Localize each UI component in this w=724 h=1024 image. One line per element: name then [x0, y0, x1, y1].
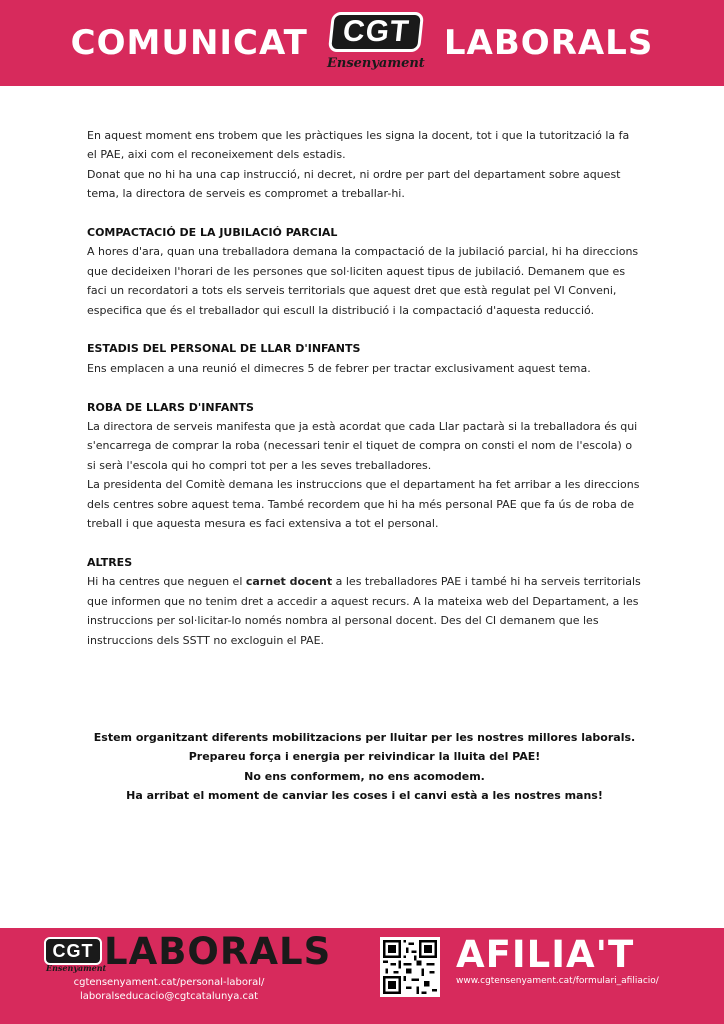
cgt-logo-subtext: Ensenyament: [326, 56, 425, 71]
section-paragraph: Ens emplacen a una reunió el dimecres 5 de febrer per tractar exclusivament aquest tema.: [87, 361, 591, 375]
section-title: COMPACTACIÓ DE LA JUBILACIÓ PARCIAL: [87, 226, 338, 240]
section-paragraph: [87, 572, 642, 650]
section-title: ESTADIS DEL PERSONAL DE LLAR D'INFANTS: [87, 342, 361, 356]
section-altres: [87, 553, 642, 650]
section-paragraph: La directora de serveis manifesta que ja està acordat que cada Llar pactarà si la treballadora és qui s'encarrega de comprar la roba (necessari tenir el tiquet de compra on consti el nom de l'escola) o si serà l'escola qui ho compri tot per a les seves treballadores.: [87, 420, 638, 472]
closing-line-4: Ha arribat el moment de canviar les coses i el canvi està a les nostres mans!: [126, 789, 603, 803]
footer-link-personal-laboral[interactable]: cgtensenyament.cat/personal-laboral/: [73, 977, 265, 988]
closing-line-2: Prepareu força i energia per reivindicar la lluita del PAE!: [188, 750, 541, 764]
footer-afiliat-cta[interactable]: AFILIA'T: [456, 933, 635, 976]
header-laborals: LABORALS: [443, 23, 654, 63]
section-paragraph: La presidenta del Comitè demana les instruccions que el departament ha fet arribar a les direccions dels centres sobre aquest tema. També recordem que hi ha més personal PAE que fa ús de roba de treball i que aquesta mesura es faci extensiva a tot el personal.: [87, 478, 640, 531]
qr-code-icon[interactable]: [380, 937, 440, 997]
section-title: ROBA DE LLARS D'INFANTS: [87, 400, 254, 414]
document-body: [87, 126, 642, 650]
footer-afiliacio-link[interactable]: www.cgtensenyament.cat/formulari_afiliacio/: [456, 976, 659, 986]
section-paragraph: A hores d'ara, quan una treballadora demana la compactació de la jubilació parcial, hi ha direccions que decideixen l'horari de les persones que sol·liciten aquest tipus de jubilació. Demanem que es faci un recordatori a tots els serveis territorials que aquest dret que està regulat pel VI Conveni, especifica que és el treballador qui escull la distribució i la compactació d'aquesta reducció.: [87, 245, 639, 317]
altres-text-after: a les treballadores PAE i també hi ha serveis territorials que informen que no tenim dret a accedir a aquest recurs. A la mateixa web del Departament, a les instruccions per sol·licitar-lo només nombra al personal docent. Des del CI demanem que les instruccions dels SSTT no excloguin el PAE.: [87, 575, 641, 647]
footer-laborals-title: LABORALS: [104, 930, 332, 973]
qr-code-graphic: [383, 940, 437, 994]
cgt-logo: [320, 6, 432, 80]
section-roba: [87, 398, 642, 534]
section-compactacio: [87, 223, 642, 320]
section-title: ALTRES: [87, 555, 133, 569]
header-banner: [0, 0, 724, 86]
cgt-logo-text: CGT: [328, 12, 425, 52]
closing-line-3: No ens conformem, no ens acomodem.: [244, 769, 485, 783]
footer-email-link[interactable]: laboralseducacio@cgtcatalunya.cat: [79, 991, 259, 1002]
footer-cgt-logo: CGT: [44, 937, 102, 965]
intro-paragraph-2: Donat que no hi ha una cap instrucció, ni decret, ni ordre per part del departament sobre aquest tema, la directora de serveis es compromet a treballar-hi.: [87, 167, 621, 201]
closing-line-1: Estem organitzant diferents mobilitzacions per lluitar per les nostres millores laborals.: [93, 731, 636, 744]
intro-paragraph-1: En aquest moment ens trobem que les pràctiques les signa la docent, tot i que la tutorització la fa el PAE, aixi com el reconeixement dels estadis.: [87, 129, 630, 162]
closing-statement: [87, 728, 642, 806]
footer-links: [44, 976, 294, 1004]
header-comunicat: COMUNICAT: [70, 23, 308, 63]
footer-cgt-subtext: Ensenyament: [46, 963, 107, 973]
altres-text-before: Hi ha centres que neguen el: [87, 575, 246, 589]
section-estadis: [87, 339, 642, 378]
altres-text-bold: carnet docent: [245, 575, 333, 589]
